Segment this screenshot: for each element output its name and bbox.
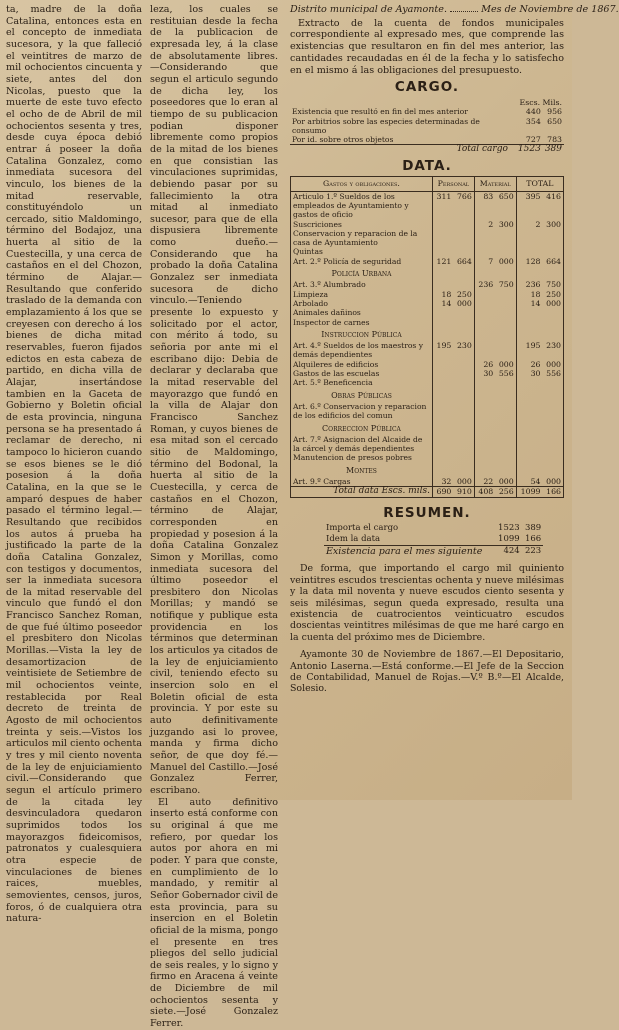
data-row	[291, 453, 564, 462]
resumen-row-escs: 1523	[498, 523, 520, 534]
data-total-total-mils: 166	[543, 487, 564, 497]
data-row-personal-escs: 311	[432, 191, 453, 219]
data-row-personal-mils: 664	[456, 256, 472, 266]
data-row-material-mils: 000	[498, 359, 514, 369]
data-row-personal-escs: 195	[432, 341, 453, 360]
data-row-personal-mils	[453, 229, 474, 248]
data-row-label: Art. 4.º Sueldos de los maestros y demás dependientes	[293, 341, 424, 360]
data-row-material-escs	[474, 318, 495, 327]
data-row-total-mils	[543, 402, 564, 421]
left-text-column-2	[150, 4, 278, 1030]
data-row-material-mils: 300	[498, 219, 514, 229]
data-cell-empty	[543, 463, 564, 477]
data-cell-empty	[432, 463, 453, 477]
data-row-label: Quintas	[293, 247, 323, 257]
data-row	[291, 318, 564, 327]
data-row-personal-escs	[432, 318, 453, 327]
court-ruling-certification: El auto definitivo inserto está conforme con su original á que me refiero, por quedar los autos por ahora en mi poder. Y para que conste, en cumplimiento de lo mandado, y remitir al Señor Gobernador civil de esta provincia, para su insercion en el Boletin oficial de la misma, pongo el presente en tres pliegos del sello judicial de seis reales, y lo signo y firmo en Aracena á veinte de Diciembre de mil ochocientos sesenta y siete.—José Gonzalez Ferrer.	[150, 796, 279, 1030]
data-cell-empty	[495, 266, 516, 280]
data-row-total-mils	[543, 435, 564, 454]
cargo-title: CARGO.	[394, 79, 460, 96]
data-row-material-mils	[495, 453, 516, 462]
data-table	[290, 176, 564, 497]
data-total-material-mils: 256	[495, 487, 516, 497]
data-section-title: Correccion Pública	[322, 423, 401, 433]
data-section-title: Instruccion Pública	[321, 329, 402, 339]
data-row-material-escs: 30	[474, 369, 495, 378]
data-row-total-escs: 128	[516, 257, 542, 266]
data-row	[291, 290, 564, 299]
data-row-total-mils: 300	[546, 219, 561, 229]
data-row-material-escs: 7	[474, 257, 495, 266]
data-row-total-mils: 230	[546, 341, 561, 351]
cargo-row	[290, 107, 564, 116]
data-row-material-mils	[495, 341, 516, 360]
data-row-material-escs	[474, 308, 495, 317]
data-row-personal-mils	[453, 247, 474, 256]
data-cell-empty	[474, 421, 495, 435]
data-row-personal-escs	[432, 280, 453, 289]
data-row-label: Art. 6.º Conservacion y reparacion de los edificios del comun	[293, 401, 427, 421]
data-cell-empty	[432, 421, 453, 435]
data-row-label: Art. 3.º Alumbrado	[293, 280, 366, 290]
data-row-label: Art. 5.º Beneficencia	[293, 378, 373, 388]
data-row-label: Suscriciones	[293, 219, 342, 229]
data-row-label: Articulo 1.º Sueldos de los empleados de Ayuntamiento y gastos de oficio	[293, 191, 409, 220]
data-cell-empty	[495, 388, 516, 402]
resumen-row-escs: 1099	[498, 534, 520, 545]
data-row-personal-escs: 121	[432, 257, 453, 266]
data-cell-empty	[453, 266, 474, 280]
cargo-row-mils: 783	[547, 135, 562, 145]
data-row-material-mils: 000	[498, 477, 514, 487]
data-row-total-escs	[516, 453, 542, 462]
data-row-personal-escs	[432, 247, 453, 256]
data-row	[291, 378, 564, 387]
data-cell-empty	[516, 388, 542, 402]
data-row-total-escs	[516, 402, 542, 421]
resumen-total-mils: 223	[522, 546, 544, 558]
data-section-title: Obras Públicas	[331, 390, 392, 400]
account-summary-text: De forma, que importando el cargo mil quiniento veintitres escudos trescientas ochenta y nueve milésimas y la data mil noventa y nueve escudos ciento sesenta y seis milésimas, segun queda expresado, resulta una existencia de cuatrocientos veinticuatro escudos doscientas veintitres milésimas de que me haré cargo en la cuenta del próximo mes de Diciembre.	[290, 563, 564, 643]
data-title: DATA.	[402, 157, 452, 174]
data-row-personal-mils: 230	[456, 341, 472, 351]
data-row-label: Conservacion y reparacion de la casa de Ayuntamiento	[293, 228, 418, 248]
data-row-material-mils	[495, 308, 516, 317]
cargo-row	[290, 117, 564, 136]
data-cell-empty	[516, 327, 542, 341]
data-row-total-mils: 000	[546, 359, 561, 369]
data-row-personal-escs	[432, 435, 453, 454]
data-row-personal-escs: 14	[432, 299, 453, 308]
data-row-personal-escs	[432, 220, 453, 229]
data-row-material-mils: 750	[498, 280, 514, 290]
resumen-row-label: Idem la data	[326, 534, 381, 545]
data-cell-empty	[474, 266, 495, 280]
data-section-title: Policía Urbana	[331, 269, 392, 279]
cargo-col-head: Escs. Mils.	[519, 97, 562, 107]
data-row-total-escs: 2	[516, 220, 542, 229]
data-row-label: Manutencion de presos pobres	[293, 453, 412, 463]
data-row-personal-escs	[432, 402, 453, 421]
resumen-row	[324, 523, 543, 534]
resumen-row-label: Importa el cargo	[326, 523, 399, 534]
data-cell-empty	[453, 463, 474, 477]
data-row-personal-mils	[453, 360, 474, 369]
data-row-material-mils: 556	[498, 369, 514, 379]
data-cell-empty	[516, 266, 542, 280]
court-ruling-text-1: ta, madre de la doña Catalina, entonces esta en el concepto de inmediata sucesora, y la que falleció el veintitres de marzo de mil ochocientos cincuenta y siete, antes del don Nicolas, puesto que la muerte de este tuvo efecto el ocho de de Abril de mil ochocientos sesenta y tres, desde cuya época debió entrar á poseer la doña Catalina Gonzalez, como inmediata sucesora del vinculo, los bienes de la mitad reservable, constituyéndolo un cercado, sitio Maldomingo, término del Bodajoz, una huerta al sitio de la Cuestecilla, y una cerca de castaños en el del Chozon, término de Alajar.—Resultando que conferido traslado de la demanda con emplazamiento á los que se creyesen con derecho á los bienes de dicha mitad reservables, fueron fijados edictos en esta cabeza de partido, en dicha villa de Alajar, insertándose tambien en la Gaceta de Gobierno y Boletin oficial de esta provincia, ninguna persona se ha presentado á reclamar de derecho, ni tampoco lo hicieron cuando se esos bienes se le dió posesion á la doña Catalina, en la que se le amparó despues de haber pasado el término legal.—Resultando que recibidos los autos á prueba ha justificado la parte de la doña Catalina Gonzalez, con testigos y documentos, ser la inmediata sucesora de la mitad reservable del vinculo que fundó el don Francisco Sanchez Roman, de que fué último poseedor el presbitero don Nicolas Morillas.—Vista la ley de desamortizacion de veintisiete de Setiembre de mil ochocientos veinte, restablecida por Real decreto de treinta de Agosto de mil ochocientos treinta y seis.—Vistos los articulos mil ciento ochenta y tres y mil ciento noventa de la ley de enjuiciamiento civil.—Considerando que segun el artículo primero de la citada ley desvinculadora quedaron suprimidos todos los mayorazgos fideicomisos, patronatos y cualesquiera otra especie de vinculaciones de bienes raices, muebles, semovientes, censos, juros, foros, ó de cualquiera otra natura-	[6, 4, 142, 925]
data-row-total-escs: 30	[516, 369, 542, 378]
data-cell-empty	[495, 327, 516, 341]
data-row	[291, 299, 564, 308]
data-cell-empty	[543, 327, 564, 341]
court-ruling-text-2: leza, los cuales se restituian desde la fecha de la publicacion de expresada ley, á la clase de absolutamente libres.—Considerando que segun el articulo segundo de dicha ley, los poseedores que lo eran al tiempo de su publicacion podian disponer libremente como propios de la mitad de los bienes en que consistian las vinculaciones suprimidas, debiendo pasar por su fallecimiento la otra mitad al inmediato sucesor, para que de ella dispusiera libremente como dueño.—Considerando que ha probado la doña Catalina Gonzalez ser inmediata sucesora de dicho vinculo.—Teniendo presente lo expuesto y solicitado por el actor, con mérito á todo, su señoria por ante mi el escribano dijo: Debia de declarar y declaraba que la mitad reservable del mayorazgo que fundó en la villa de Alajar don Francisco Sanchez Roman, y cuyos bienes de esa mitad son el cercado sitio de Maldomingo, término del Bodonal, la huerta al sitio de la Cuestecilla, y cerca de castaños en el Chozon, término de Alajar, corresponden en propiedad y posesion á la doña Catalina Gonzalez Simon y Morillas, como inmediata sucesora del último poseedor el presbitero don Nicolas Morillas; y mandó se notifique y publique esta providencia en los términos que determinan los articulos ya citados de la ley de enjuiciamiento civil, teniendo efecto su insercion solo en el Boletin oficial de esta provincia. Y por este su auto definitivamente juzgando asi lo provee, manda y firma dicho señor, de que doy fé.—Manuel del Castillo.—José Gonzalez Ferrer, escribano.	[150, 4, 278, 796]
resumen-row-mils: 389	[524, 523, 542, 534]
data-row-personal-mils	[453, 220, 474, 229]
data-row-material-mils	[495, 229, 516, 248]
district-name: Distrito municipal de Ayamonte.	[290, 4, 447, 15]
data-row-personal-mils	[453, 280, 474, 289]
data-total-total-escs: 1099	[516, 487, 542, 497]
data-cell-empty	[516, 463, 542, 477]
cargo-row-label: Por arbitrios sobre las especies determinadas de consumo	[292, 116, 480, 135]
cargo-row-escs: 727	[525, 135, 541, 145]
cargo-table	[290, 98, 564, 155]
data-row-personal-escs	[432, 369, 453, 378]
data-section-row	[291, 463, 564, 477]
data-rows	[291, 191, 564, 487]
cargo-rows	[290, 107, 564, 145]
data-row-material-mils	[495, 402, 516, 421]
data-cell-empty	[453, 388, 474, 402]
data-row-personal-escs	[432, 360, 453, 369]
data-total-row	[291, 487, 564, 497]
data-row-total-escs	[516, 247, 542, 256]
data-row-material-escs	[474, 378, 495, 387]
resumen-row	[324, 534, 543, 546]
data-row	[291, 308, 564, 317]
account-month: Mes de Noviembre de 1867.	[481, 4, 619, 15]
data-row	[291, 220, 564, 229]
data-row-material-mils	[495, 247, 516, 256]
resumen-total-label: Existencia para el mes siguiente	[324, 546, 494, 558]
data-section-title: Montes	[346, 465, 377, 475]
data-row-total-escs: 236	[516, 280, 542, 289]
resumen-row-mils: 166	[524, 534, 542, 545]
data-row-material-escs	[474, 402, 495, 421]
data-row-total-mils: 250	[546, 289, 561, 299]
cargo-row-escs: 440	[525, 107, 541, 117]
data-section-row	[291, 421, 564, 435]
data-row-label: Art. 2.º Policía de seguridad	[293, 256, 402, 266]
data-row-total-mils	[543, 453, 564, 462]
data-row-material-escs: 26	[474, 360, 495, 369]
data-header-material: Material	[474, 177, 516, 191]
data-row-label: Arbolado	[293, 298, 328, 308]
data-row-material-mils	[495, 318, 516, 327]
data-row-personal-mils	[453, 453, 474, 462]
data-row-personal-mils	[453, 308, 474, 317]
data-row-total-escs: 54	[516, 477, 542, 487]
data-row	[291, 402, 564, 421]
data-row-personal-mils	[453, 435, 474, 454]
data-header-total: TOTAL	[516, 177, 563, 191]
data-cell-empty	[516, 421, 542, 435]
data-row-total-mils	[543, 229, 564, 248]
resumen-total-row	[324, 546, 543, 558]
data-row-personal-escs: 32	[432, 477, 453, 487]
data-row-total-mils: 000	[546, 298, 561, 308]
data-cell-empty	[432, 266, 453, 280]
data-row-personal-escs: 18	[432, 290, 453, 299]
data-cell-empty	[543, 266, 564, 280]
data-row-material-escs	[474, 435, 495, 454]
data-row-label: Animales dañinos	[293, 308, 361, 318]
cargo-row-escs: 354	[525, 116, 541, 126]
data-row-total-mils: 750	[546, 280, 561, 290]
cargo-total-row	[290, 145, 564, 155]
data-row-total-mils: 664	[546, 256, 561, 266]
data-row-material-escs	[474, 247, 495, 256]
data-row-personal-escs	[432, 453, 453, 462]
data-total-unit: Escs. mils.	[381, 486, 430, 497]
data-row-material-mils: 000	[498, 256, 514, 266]
data-row-total-mils	[543, 308, 564, 317]
data-row-label: Limpieza	[293, 289, 328, 299]
data-row-material-escs: 83	[474, 191, 495, 219]
data-row-label: Art. 9.º Cargas	[293, 477, 351, 487]
data-row-total-escs	[516, 308, 542, 317]
data-section-row	[291, 327, 564, 341]
resumen-rows	[324, 523, 543, 546]
data-row-label: Art. 7.º Asignacion del Alcaide de la cárcel y demás dependientes	[293, 434, 423, 454]
cargo-total-escs: 1523	[517, 144, 541, 155]
data-row-personal-escs	[432, 308, 453, 317]
data-cell-empty	[495, 421, 516, 435]
data-row-total-mils: 556	[546, 369, 561, 379]
data-row-material-mils	[495, 290, 516, 299]
data-header-concept: Gastos y obligaciones.	[291, 177, 433, 191]
data-row-total-escs	[516, 378, 542, 387]
data-row-material-mils	[495, 299, 516, 308]
data-row-personal-mils: 000	[456, 477, 472, 487]
data-row-material-escs	[474, 229, 495, 248]
data-cell-empty	[474, 327, 495, 341]
account-signatures: Ayamonte 30 de Noviembre de 1867.—El Depositario, Antonio Laserna.—Está conforme.—El Jefe de la Seccion de Contabilidad, Manuel de Rojas.—V.º B.º—El Alcalde, Solesio.	[290, 649, 564, 695]
data-row-total-escs: 395	[516, 191, 542, 219]
data-row-material-escs: 22	[474, 477, 495, 487]
data-row	[291, 369, 564, 378]
data-row-total-mils: 000	[546, 477, 561, 487]
resumen-table	[324, 523, 543, 557]
data-cell-empty	[453, 327, 474, 341]
data-cell-empty	[543, 388, 564, 402]
cargo-row-mils: 956	[547, 107, 562, 117]
cargo-total-label: Total cargo	[290, 145, 516, 155]
data-row	[291, 247, 564, 256]
left-text-column-1	[6, 4, 142, 925]
cargo-row-mils: 650	[547, 116, 562, 126]
data-section-row	[291, 266, 564, 280]
data-cell-empty	[432, 388, 453, 402]
data-row-personal-escs	[432, 229, 453, 248]
data-cell-empty	[495, 463, 516, 477]
data-row	[291, 360, 564, 369]
data-total-personal-escs: 690	[432, 487, 453, 497]
data-row-material-escs	[474, 299, 495, 308]
data-row-material-escs	[474, 290, 495, 299]
data-header-personal: Personal	[432, 177, 474, 191]
data-row-personal-mils: 766	[456, 191, 472, 201]
data-row-total-escs: 26	[516, 360, 542, 369]
data-row-total-escs	[516, 229, 542, 248]
data-row-personal-mils	[453, 402, 474, 421]
municipal-account-column	[290, 4, 619, 695]
data-row-personal-mils	[453, 318, 474, 327]
data-cell-empty	[474, 388, 495, 402]
data-row-total-mils	[543, 247, 564, 256]
data-row-total-escs: 195	[516, 341, 542, 360]
data-cell-empty	[453, 421, 474, 435]
data-row-material-escs	[474, 341, 495, 360]
data-row	[291, 435, 564, 454]
cargo-total-mils: 389	[544, 144, 562, 155]
data-row-material-mils: 650	[498, 191, 514, 201]
data-row-label: Alquileres de edificios	[293, 359, 379, 369]
data-row-material-escs: 236	[474, 280, 495, 289]
data-row	[291, 257, 564, 266]
data-row	[291, 341, 564, 360]
data-row	[291, 229, 564, 248]
data-cell-empty	[432, 327, 453, 341]
resumen-title: RESUMEN.	[383, 504, 471, 521]
data-cell-empty	[474, 463, 495, 477]
resumen-total-escs: 424	[494, 546, 521, 558]
data-row-label: Inspector de carnes	[293, 317, 370, 327]
data-row-total-escs: 18	[516, 290, 542, 299]
data-total-material-escs: 408	[474, 487, 495, 497]
data-row-total-escs: 14	[516, 299, 542, 308]
data-row-personal-escs	[432, 378, 453, 387]
data-cell-empty	[543, 421, 564, 435]
data-row-material-mils	[495, 378, 516, 387]
data-total-label: Total data	[333, 486, 379, 497]
data-row-label: Gastos de las escuelas	[293, 369, 380, 379]
data-row	[291, 191, 564, 219]
cargo-row-label: Existencia que resultó en fin del mes anterior	[292, 107, 468, 117]
data-row-total-mils: 416	[546, 191, 561, 201]
account-header	[290, 4, 619, 16]
data-row-personal-mils: 000	[456, 298, 472, 308]
data-row-total-escs	[516, 435, 542, 454]
data-row	[291, 280, 564, 289]
data-section-row	[291, 388, 564, 402]
data-row-personal-mils	[453, 378, 474, 387]
data-row-material-escs: 2	[474, 220, 495, 229]
header-rule	[450, 11, 478, 12]
data-row-total-mils	[543, 378, 564, 387]
data-row-material-mils	[495, 435, 516, 454]
cargo-row-label: Por id. sobre otros objetos	[292, 135, 394, 145]
data-row-personal-mils	[453, 369, 474, 378]
data-row-total-escs	[516, 318, 542, 327]
data-row-material-escs	[474, 453, 495, 462]
data-total-personal-mils: 910	[453, 487, 474, 497]
data-row-personal-mils: 250	[456, 289, 472, 299]
account-intro: Extracto de la cuenta de fondos municipales correspondiente al expresado mes, que comprende las existencias que resultaron en fin del mes anterior, las cantidades recaudadas en él de la fecha y lo satisfecho en el mismo á las obligaciones del presupuesto.	[290, 17, 564, 76]
data-row-total-mils	[543, 318, 564, 327]
